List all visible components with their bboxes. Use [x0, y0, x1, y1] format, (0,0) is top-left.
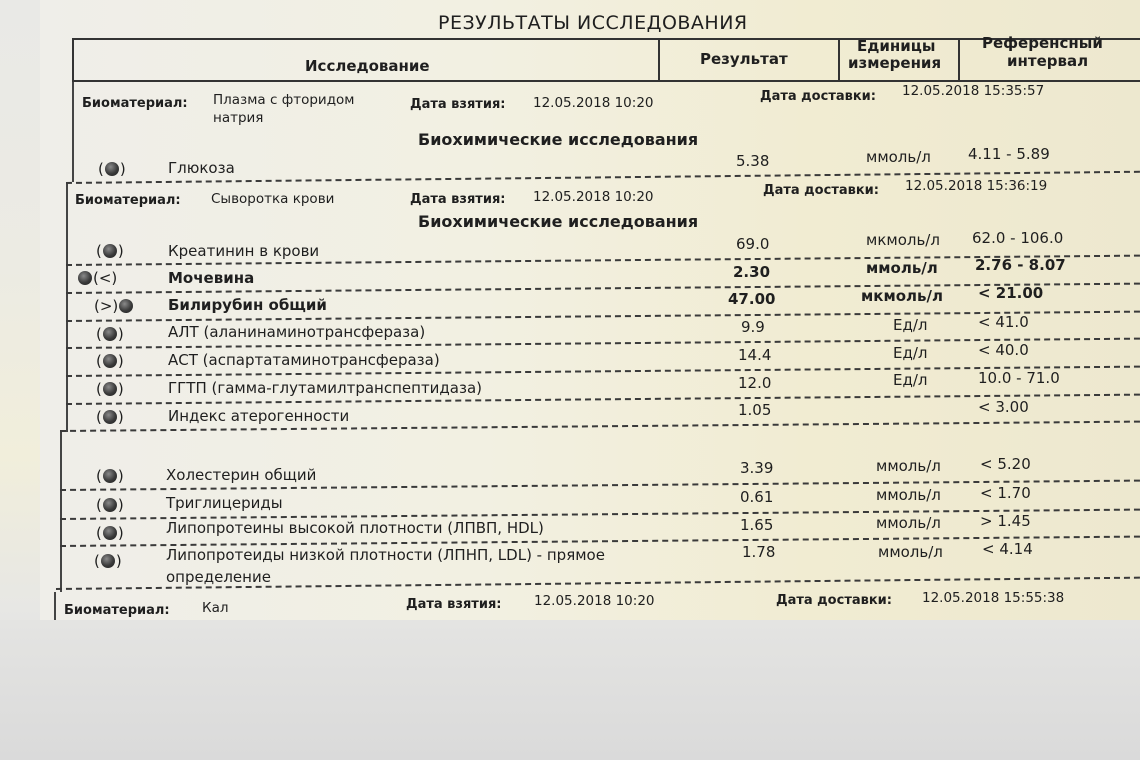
delivered-date-value: 12.05.2018 15:36:19	[905, 178, 1048, 194]
test-units: мкмоль/л	[866, 231, 940, 249]
header-divider	[658, 38, 660, 82]
delivered-date-label: Дата доставки:	[763, 183, 879, 198]
test-name: ГГТП (гамма-глутамилтранспептидаза)	[168, 379, 483, 397]
test-result: 1.78	[742, 543, 776, 561]
taken-date-label: Дата взятия:	[410, 192, 506, 207]
test-reference: < 5.20	[980, 455, 1031, 473]
result-indicator: ( )	[96, 325, 124, 343]
test-name: АСТ (аспартатаминотрансфераза)	[168, 351, 440, 369]
result-indicator: ( )	[98, 160, 126, 178]
test-reference: < 21.00	[978, 284, 1044, 302]
test-result: 1.05	[738, 401, 772, 419]
test-name: Холестерин общий	[166, 466, 317, 484]
test-units: ммоль/л	[876, 514, 941, 532]
test-name-line2: определение	[166, 568, 271, 586]
status-dot-icon	[101, 554, 115, 568]
test-name: Липопротеины высокой плотности (ЛПВП, HDL)	[166, 519, 544, 537]
result-indicator: ( )	[96, 496, 124, 514]
column-header-ref-2: интервал	[1007, 52, 1089, 70]
delivered-date-label: Дата доставки:	[760, 89, 876, 104]
flag-high: (>)	[94, 297, 119, 315]
status-dot-icon	[103, 469, 117, 483]
taken-date-value: 12.05.2018 10:20	[533, 189, 654, 205]
flag-low: (<)	[93, 269, 118, 287]
test-reference: 2.76 - 8.07	[975, 256, 1066, 274]
test-name: АЛТ (аланинаминотрансфераза)	[168, 323, 426, 341]
header-divider	[958, 38, 960, 82]
header-divider	[838, 38, 840, 82]
result-indicator-high	[94, 297, 133, 315]
test-name: Билирубин общий	[168, 296, 327, 314]
test-reference: < 41.0	[978, 313, 1029, 331]
test-result: 3.39	[740, 459, 774, 477]
biomaterial-label: Биоматериал:	[82, 96, 188, 111]
table-header	[72, 38, 1140, 82]
test-units: Ед/л	[893, 344, 928, 362]
test-reference: 62.0 - 106.0	[972, 229, 1064, 247]
column-header-test: Исследование	[305, 57, 430, 75]
test-name: Триглицериды	[166, 494, 283, 512]
test-units: ммоль/л	[866, 148, 931, 166]
status-dot-icon	[103, 327, 117, 341]
test-units: ммоль/л	[866, 259, 938, 277]
table-left-border	[72, 82, 74, 182]
section-heading: Биохимические исследования	[418, 130, 699, 149]
result-indicator: ( )	[94, 552, 122, 570]
delivered-date-label: Дата доставки:	[776, 593, 892, 608]
test-result: 12.0	[738, 374, 772, 392]
status-dot-icon	[103, 244, 117, 258]
table-surface	[0, 620, 1140, 760]
biomaterial-value: Плазма с фторидом	[213, 92, 355, 108]
status-dot-icon	[103, 382, 117, 396]
test-name: Глюкоза	[168, 159, 235, 177]
test-result: 14.4	[738, 346, 772, 364]
result-indicator: ( )	[96, 242, 124, 260]
taken-date-label: Дата взятия:	[406, 597, 502, 612]
status-dot-icon	[103, 526, 117, 540]
table-left-border	[54, 592, 56, 620]
biomaterial-label: Биоматериал:	[75, 193, 181, 208]
status-dot-icon	[103, 410, 117, 424]
test-reference: 10.0 - 71.0	[978, 369, 1060, 387]
test-name: Индекс атерогенности	[168, 407, 350, 425]
result-indicator-low	[78, 269, 117, 287]
status-dot-icon	[103, 354, 117, 368]
test-name: Липопротеиды низкой плотности (ЛПНП, LDL) - прямое	[166, 546, 605, 564]
test-units: ммоль/л	[876, 486, 941, 504]
test-name: Креатинин в крови	[168, 242, 320, 260]
table-left-border	[60, 432, 62, 592]
result-indicator: ( )	[96, 524, 124, 542]
test-result: 9.9	[741, 318, 765, 336]
taken-date-label: Дата взятия:	[410, 97, 506, 112]
test-reference: < 4.14	[982, 540, 1033, 558]
taken-date-value: 12.05.2018 10:20	[533, 95, 654, 111]
status-dot-icon	[78, 271, 92, 285]
test-result: 69.0	[736, 235, 770, 253]
test-units: Ед/л	[893, 371, 928, 389]
test-units: Ед/л	[893, 316, 928, 334]
result-indicator: ( )	[96, 380, 124, 398]
test-result: 2.30	[733, 263, 771, 281]
test-result: 5.38	[736, 152, 770, 170]
test-reference: < 1.70	[980, 484, 1031, 502]
column-header-units-2: измерения	[848, 54, 942, 72]
test-units: мкмоль/л	[861, 287, 943, 305]
section-heading: Биохимические исследования	[418, 212, 699, 231]
test-result: 1.65	[740, 516, 774, 534]
test-units: ммоль/л	[878, 543, 943, 561]
test-reference: < 3.00	[978, 398, 1029, 416]
test-name: Мочевина	[168, 269, 255, 287]
biomaterial-label: Биоматериал:	[64, 603, 170, 618]
status-dot-icon	[103, 498, 117, 512]
test-reference: > 1.45	[980, 512, 1031, 530]
result-indicator: ( )	[96, 352, 124, 370]
test-reference: 4.11 - 5.89	[968, 145, 1050, 163]
column-header-units-1: Единицы	[857, 37, 936, 55]
column-header-result: Результат	[700, 50, 788, 68]
status-dot-icon	[119, 299, 133, 313]
test-units: ммоль/л	[876, 457, 941, 475]
test-reference: < 40.0	[978, 341, 1029, 359]
biomaterial-value: Сыворотка крови	[211, 191, 335, 207]
test-result: 47.00	[728, 290, 776, 308]
test-result: 0.61	[740, 488, 774, 506]
biomaterial-value: Кал	[202, 600, 229, 616]
taken-date-value: 12.05.2018 10:20	[534, 593, 655, 609]
delivered-date-value: 12.05.2018 15:35:57	[902, 83, 1045, 99]
delivered-date-value: 12.05.2018 15:55:38	[922, 590, 1065, 606]
document-title: РЕЗУЛЬТАТЫ ИССЛЕДОВАНИЯ	[438, 12, 748, 34]
status-dot-icon	[105, 162, 119, 176]
result-indicator: ( )	[96, 408, 124, 426]
column-header-ref-1: Референсный	[982, 34, 1103, 52]
result-indicator: ( )	[96, 467, 124, 485]
table-left-border	[66, 182, 68, 432]
biomaterial-value-line2: натрия	[213, 110, 264, 126]
